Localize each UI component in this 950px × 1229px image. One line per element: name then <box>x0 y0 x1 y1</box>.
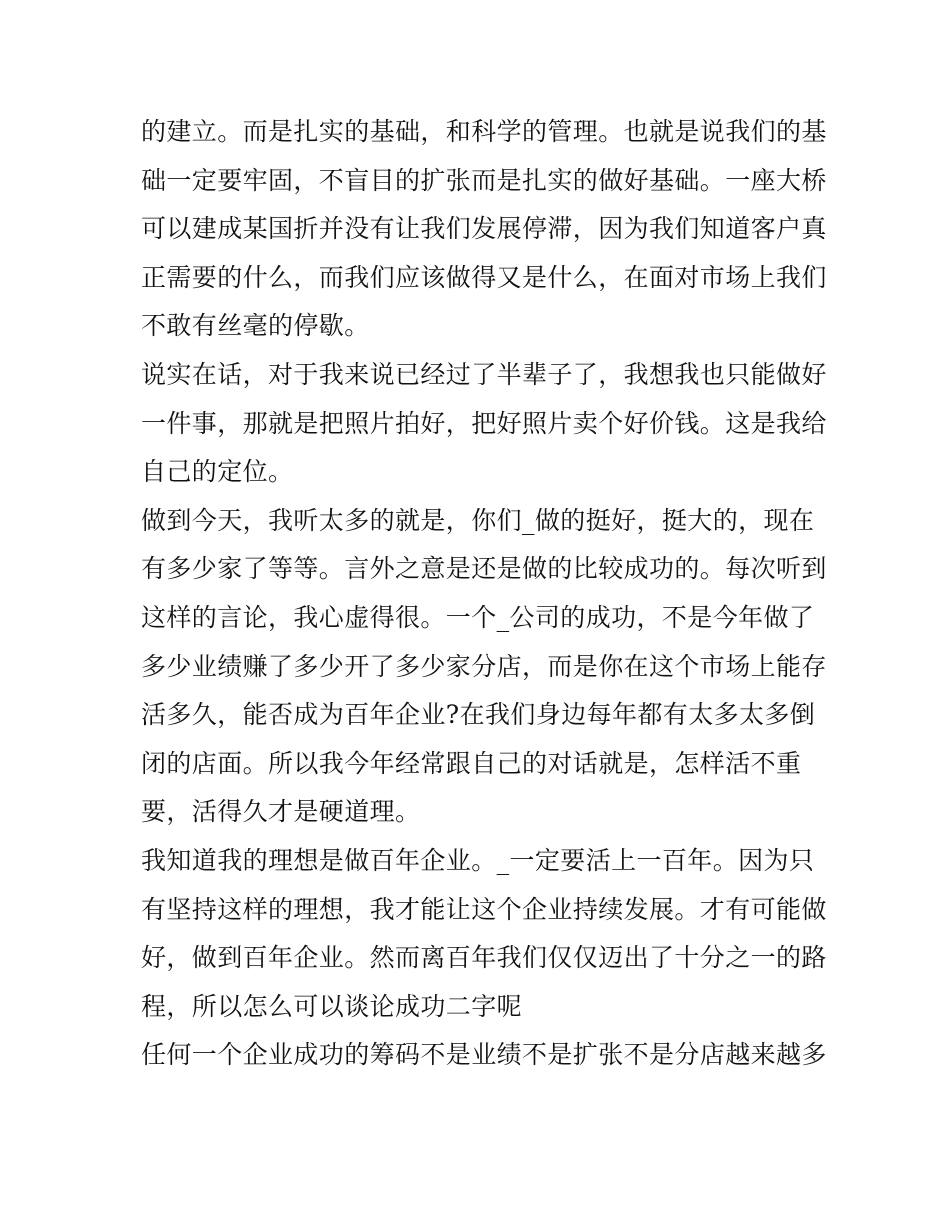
paragraph-4 <box>141 837 827 1031</box>
text-line: 说实在话，对于我来说已经过了半辈子了，我想我也只能做好 <box>141 359 827 389</box>
text-line: 的建立。而是扎实的基础，和科学的管理。也就是说我们的基 <box>141 117 827 146</box>
text-line: 这样的言论，我心虚得很。一个_公司的成功，不是今年做了 <box>141 602 815 632</box>
text-line: 做到今天，我听太多的就是，你们_做的挺好，挺大的，现在 <box>141 505 815 535</box>
text-line: 活多久，能否成为百年企业?在我们身边每年都有太多太多倒 <box>141 700 816 730</box>
text-line: 础一定要牢固，不盲目的扩张而是扎实的做好基础。一座大桥 <box>141 165 827 195</box>
document-body <box>141 108 827 1080</box>
text-line: 要，活得久才是硬道理。 <box>141 797 421 827</box>
text-line: 好，做到百年企业。然而离百年我们仅仅迈出了十分之一的路 <box>141 943 827 973</box>
text-line: 自己的定位。 <box>141 457 294 487</box>
text-line: 一件事，那就是把照片拍好，把好照片卖个好价钱。这是我给 <box>141 408 827 438</box>
text-line: 有多少家了等等。言外之意是还是做的比较成功的。每次听到 <box>141 554 827 584</box>
text-line: 不敢有丝毫的停歇。 <box>141 311 370 341</box>
text-line: 有坚持这样的理想，我才能让这个企业持续发展。才有可能做 <box>141 894 827 924</box>
paragraph-2 <box>141 351 827 497</box>
text-line: 任何一个企业成功的筹码不是业绩不是扩张不是分店越来越多 <box>141 1040 827 1070</box>
paragraph-1 <box>141 108 827 351</box>
text-line: 可以建成某国折并没有让我们发展停滞，因为我们知道客户真 <box>141 214 827 244</box>
text-line: 正需要的什么，而我们应该做得又是什么，在面对市场上我们 <box>141 262 827 292</box>
paragraph-3 <box>141 497 827 837</box>
text-line: 多少业绩赚了多少开了多少家分店，而是你在这个市场上能存 <box>141 651 827 681</box>
text-line: 我知道我的理想是做百年企业。_一定要活上一百年。因为只 <box>141 845 815 875</box>
paragraph-5 <box>141 1031 827 1080</box>
text-line: 闭的店面。所以我今年经常跟自己的对话就是，怎样活不重 <box>141 748 802 778</box>
text-line: 程，所以怎么可以谈论成功二字呢 <box>141 991 523 1021</box>
